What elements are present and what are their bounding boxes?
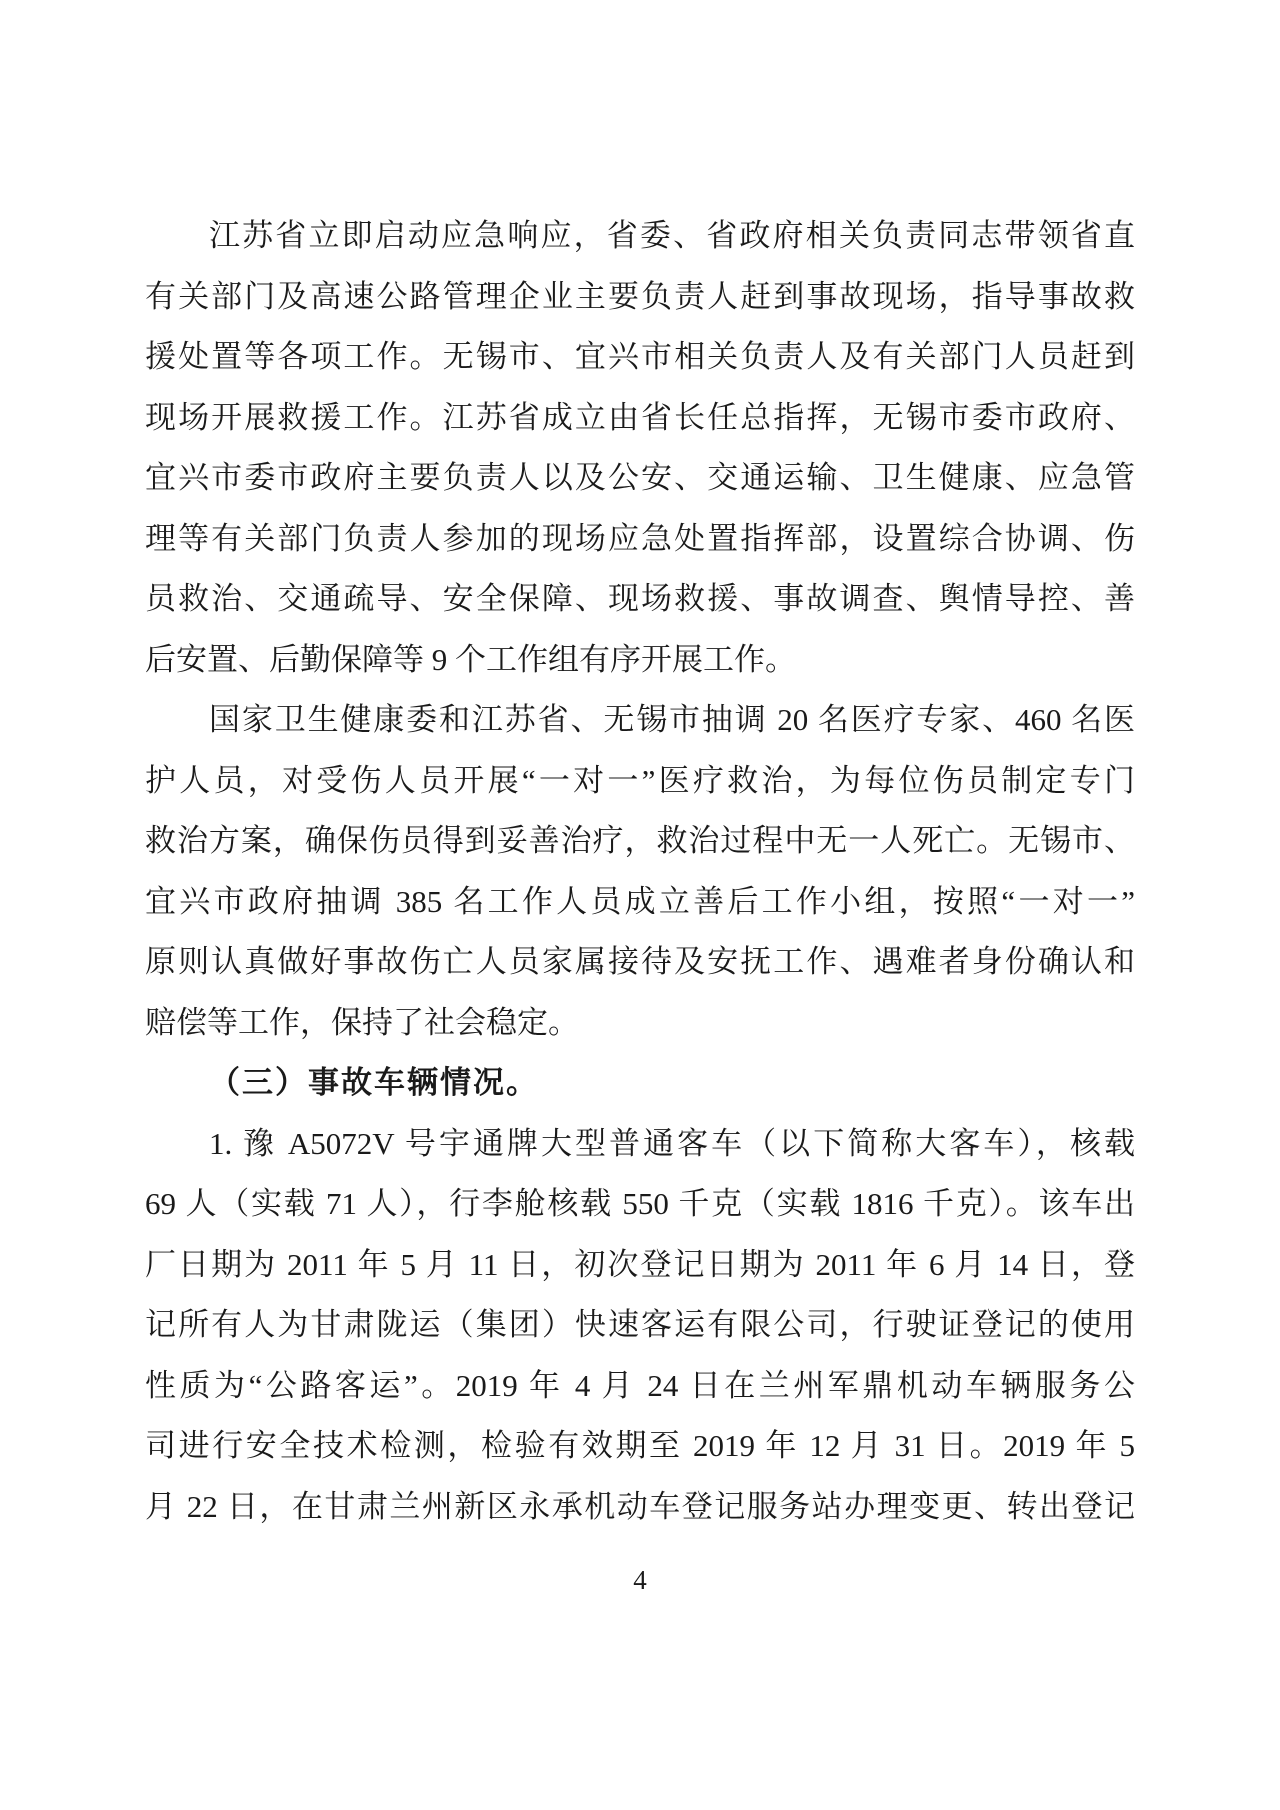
text-line: 月 22 日，在甘肃兰州新区永承机动车登记服务站办理变更、转出登记 [145,1488,1135,1524]
section-vehicles [145,1053,1135,1114]
text-line: 理等有关部门负责人参加的现场应急处置指挥部，设置综合协调、伤 [145,520,1135,556]
text-line: 69 人（实载 71 人），行李舱核载 550 千克（实载 1816 千克）。该车出 [145,1186,1135,1221]
text-line: 记所有人为甘肃陇运（集团）快速客运有限公司，行驶证登记的使用 [145,1307,1135,1342]
text-line: 赔偿等工作，保持了社会稳定。 [145,1004,579,1040]
paragraph-medical-rescue [145,690,1135,1053]
text-line: 性质为“公路客运”。2019 年 4 月 24 日在兰州军鼎机动车辆服务公 [145,1367,1135,1403]
text-line: 援处置等各项工作。无锡市、宜兴市相关负责人及有关部门人员赶到 [145,339,1135,374]
text-line: 江苏省立即启动应急响应，省委、省政府相关负责同志带领省直 [209,218,1135,253]
text-line: 救治方案，确保伤员得到妥善治疗，救治过程中无一人死亡。无锡市、 [145,823,1135,858]
paragraph-vehicle-details [145,1114,1135,1538]
text-line: 国家卫生健康委和江苏省、无锡市抽调 20 名医疗专家、460 名医 [209,702,1135,737]
text-line: 宜兴市委市政府主要负责人以及公安、交通运输、卫生健康、应急管 [145,460,1135,495]
text-line: 现场开展救援工作。江苏省成立由省长任总指挥，无锡市委市政府、 [145,399,1135,435]
section-heading: （三）事故车辆情况。 [209,1065,539,1100]
text-line: 宜兴市政府抽调 385 名工作人员成立善后工作小组，按照“一对一” [145,883,1135,919]
text-line: 员救治、交通疏导、安全保障、现场救援、事故调查、舆情导控、善 [145,581,1135,616]
text-line: 有关部门及高速公路管理企业主要负责人赶到事故现场，指导事故救 [145,278,1135,314]
text-line: 原则认真做好事故伤亡人员家属接待及安抚工作、遇难者身份确认和 [145,944,1135,979]
text-line: 1. 豫 A5072V 号宇通牌大型普通客车（以下简称大客车），核载 [209,1125,1135,1161]
page-number: 4 [633,1565,647,1595]
text-line: 后安置、后勤保障等 9 个工作组有序开展工作。 [145,641,796,677]
text-line: 护人员，对受伤人员开展“一对一”医疗救治，为每位伤员制定专门 [145,762,1135,798]
text-line: 司进行安全技术检测，检验有效期至 2019 年 12 月 31 日。2019 年 5 [145,1428,1135,1463]
text-line: 厂日期为 2011 年 5 月 11 日，初次登记日期为 2011 年 6 月 14 日，登 [145,1246,1135,1282]
paragraph-emergency-response [145,206,1135,690]
document-body [145,206,1135,1537]
